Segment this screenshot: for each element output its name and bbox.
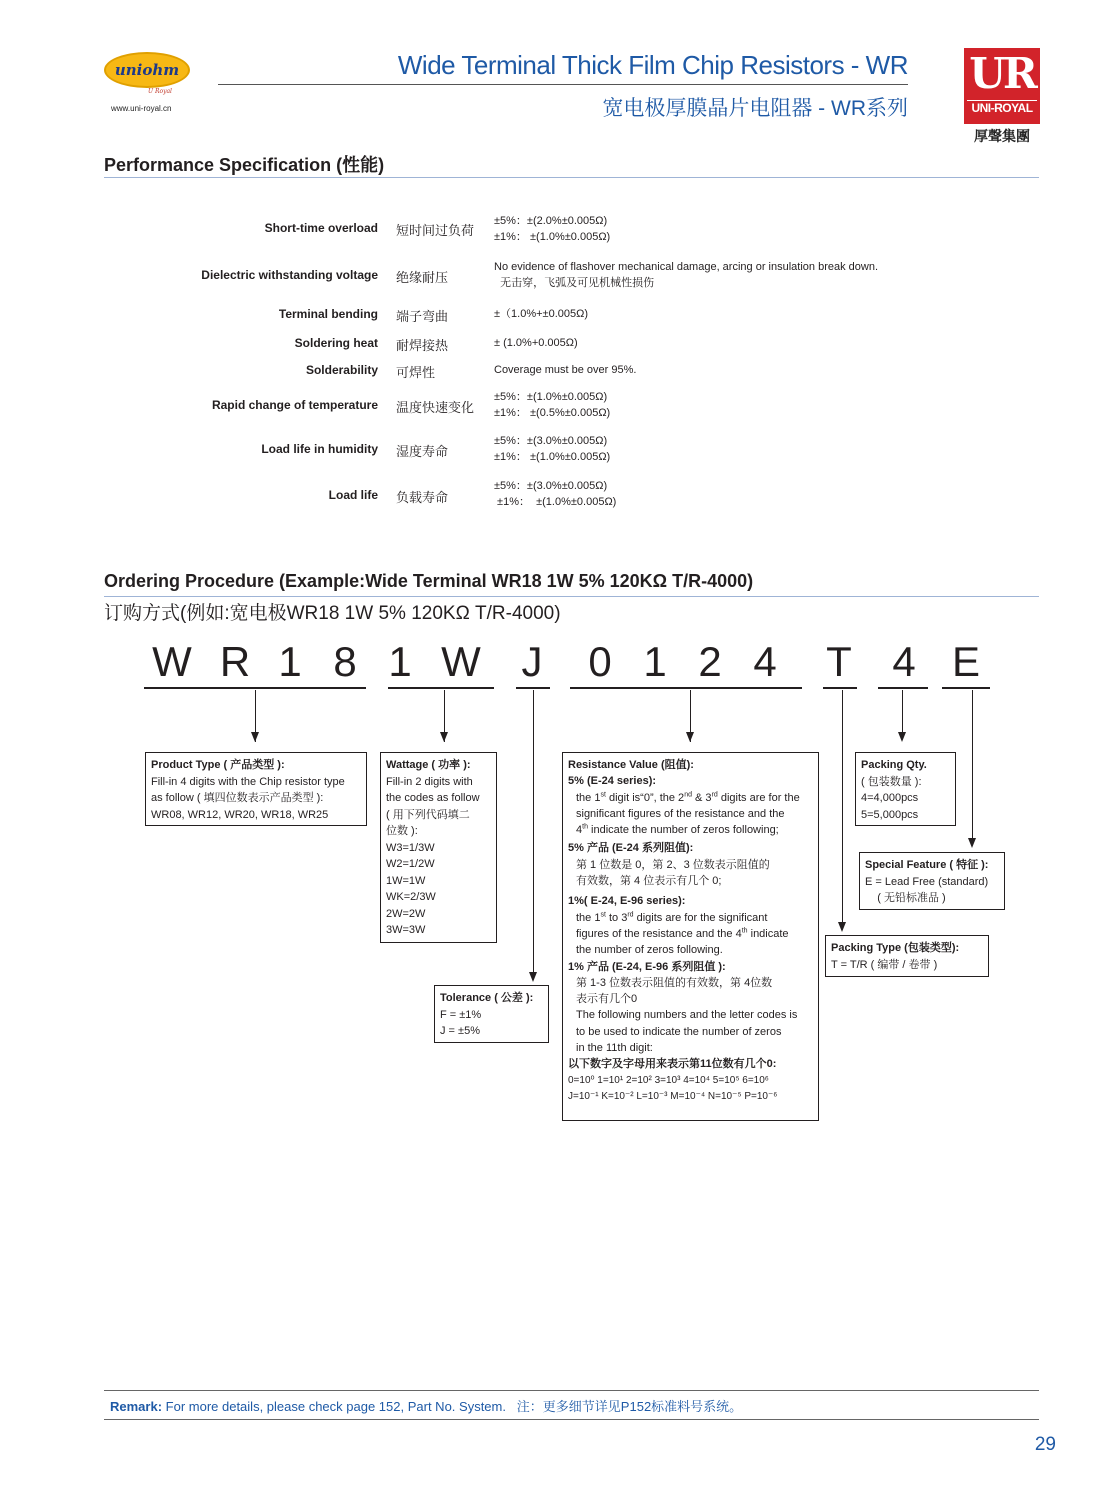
code-char: R (219, 638, 251, 685)
special-feature-underline (942, 687, 990, 689)
connector-line (842, 690, 843, 922)
logo-url: www.uni-royal.cn (111, 104, 172, 113)
spec-label-en: Load life (328, 488, 378, 502)
wattage-box: Wattage ( 功率 ): Fill-in 2 digits with the codes as follow ( 用下列代码填二 位数 ): W3=1/3W W2=1/2W 1W=1W WK=2/3W 2W=2W 3W=3W (380, 752, 497, 943)
code-char: 4 (753, 638, 777, 685)
spec-value: Coverage must be over 95%. (494, 364, 637, 376)
spec-label-cn: 可焊性 (396, 365, 436, 380)
spec-label-cn: 负载寿命 (396, 490, 449, 505)
product-type-underline (144, 687, 366, 689)
logo-tagline: U Royal (148, 88, 172, 95)
spec-label-cn: 耐焊接热 (396, 338, 449, 353)
resistance-underline (570, 687, 802, 689)
spec-value: No evidence of flashover mechanical damage, arcing or insulation break down. 无击穿，飞弧及可见机械性损伤 (494, 261, 878, 289)
spec-label-en: Load life in humidity (261, 442, 378, 456)
wattage-underline (388, 687, 494, 689)
arrow-down-icon (686, 732, 694, 742)
arrow-down-icon (251, 732, 259, 742)
footer-rule-bottom (104, 1419, 1039, 1420)
code-char: T (826, 638, 852, 685)
page-title-cn: 宽电极厚膜晶片电阻器 - WR系列 (602, 97, 908, 120)
code-char: W (441, 638, 481, 685)
spec-value: ±5%：±(2.0%±0.005Ω) ±1%： ±(1.0%±0.005Ω) (494, 215, 611, 243)
spec-value: ±5%：±(3.0%±0.005Ω) ±1%： ±(1.0%±0.005Ω) (494, 480, 617, 508)
packing-type-underline (823, 687, 857, 689)
product-type-box: Product Type ( 产品类型 ): Fill-in 4 digits with the Chip resistor type as follow ( 填四位数表示产品类型 ): WR08, WR12, WR20, WR18, WR25 (145, 752, 367, 826)
ordering-title-en: Ordering Procedure (Example:Wide Terminal WR18 1W 5% 120KΩ T/R-4000) (104, 571, 754, 591)
code-char: 2 (698, 638, 722, 685)
remark: Remark: For more details, please check page 152, Part No. System. 注：更多细节详见P152标准料号系统。 (110, 1399, 743, 1414)
spec-label-cn: 绝缘耐压 (396, 270, 449, 285)
arrow-down-icon (529, 972, 537, 982)
tolerance-underline (516, 687, 550, 689)
spec-label-cn: 湿度寿命 (396, 444, 449, 459)
tolerance-box: Tolerance ( 公差 ): F = ±1% J = ±5% (434, 985, 549, 1043)
spec-label-en: Rapid change of temperature (211, 398, 378, 412)
uniohm-logo: uniohm (104, 52, 190, 88)
spec-value: ±（1.0%+±0.005Ω) (494, 308, 588, 320)
code-char: 1 (643, 638, 667, 685)
ordering-title-cn: 订购方式(例如:宽电极WR18 1W 5% 120KΩ T/R-4000) (104, 603, 561, 624)
packing-qty-box: Packing Qty. ( 包装数量 ): 4=4,000pcs 5=5,000pcs (855, 752, 956, 826)
connector-line (533, 690, 534, 972)
arrow-down-icon (968, 838, 976, 848)
spec-label-cn: 温度快速变化 (396, 400, 475, 415)
code-char: 1 (278, 638, 302, 685)
performance-title: Performance Specification (性能) (104, 155, 385, 175)
arrow-down-icon (838, 922, 846, 932)
spec-value: ±5%：±(1.0%±0.005Ω) ±1%： ±(0.5%±0.005Ω) (494, 391, 611, 419)
packing-type-box: Packing Type (包装类型): T = T/R ( 编带 / 卷带 ) (825, 935, 989, 977)
special-feature-box: Special Feature ( 特征 ): E = Lead Free (standard) ( 无铅标准品 ) (859, 852, 1005, 910)
brand-cn-name: 厚聲集團 (974, 128, 1030, 144)
page-title-en: Wide Terminal Thick Film Chip Resistors - WR (397, 50, 908, 80)
spec-label-en: Soldering heat (294, 336, 378, 350)
resistance-value-box: Resistance Value (阻值): 5% (E-24 series): the 1st digit is“0”, the 2nd & 3rd digits are for the significant figures of the resistance and the 4th indicate the number of zeros following; 5% 产品 (E-24 系列阻值): 第 1 位数是 0，第 2、3 位数表示阻值的 有效数，第 4 位表示有几个 0; 1%( E-24, E-96 series): the 1st to 3rd digits are for the significant figures of the resistance and the 4th indicate the number of zeros following. 1% 产品 (E-24, E-96 系列阻值 ): 第 1-3 位数表示阻值的有效数，第 4位数 表示有几个0 The following numbers and the letter codes is to be used to indicate the number of zeros in the 11th digit: 以下数字及字母用来表示第11位数有几个0: 0=10⁰ 1=10¹ 2=10² 3=10³ 4=10⁴ 5=10⁵ 6=10⁶ J=10⁻¹ K=10⁻² L=10⁻³ M=10⁻⁴ N=10⁻⁵ P=10⁻⁶ (562, 752, 819, 1121)
spec-label-en: Terminal bending (278, 307, 378, 321)
spec-label-en: Solderability (305, 363, 378, 377)
code-char: J (521, 638, 543, 685)
spec-label-cn: 短时间过负荷 (396, 223, 475, 238)
code-char: 4 (892, 638, 916, 685)
performance-rule (104, 177, 1039, 178)
connector-line (902, 690, 903, 732)
spec-label-en: Dielectric withstanding voltage (201, 268, 378, 282)
footer-rule-top (104, 1390, 1039, 1391)
connector-line (972, 690, 973, 838)
ordering-rule (104, 596, 1039, 597)
code-char: 1 (388, 638, 412, 685)
arrow-down-icon (898, 732, 906, 742)
packing-qty-underline (878, 687, 928, 689)
spec-label-cn: 端子弯曲 (396, 309, 449, 324)
arrow-down-icon (440, 732, 448, 742)
uni-royal-logo: UR UNI-ROYAL (964, 48, 1040, 124)
code-char: 8 (333, 638, 357, 685)
page-number: 29 (1034, 1434, 1056, 1455)
spec-value: ±5%：±(3.0%±0.005Ω) ±1%： ±(1.0%±0.005Ω) (494, 435, 611, 463)
spec-value: ± (1.0%+0.005Ω) (494, 337, 578, 349)
spec-label-en: Short-time overload (264, 221, 378, 235)
code-char: 0 (588, 638, 612, 685)
code-char: W (152, 638, 192, 685)
code-char: E (951, 638, 980, 685)
title-divider (218, 84, 908, 85)
